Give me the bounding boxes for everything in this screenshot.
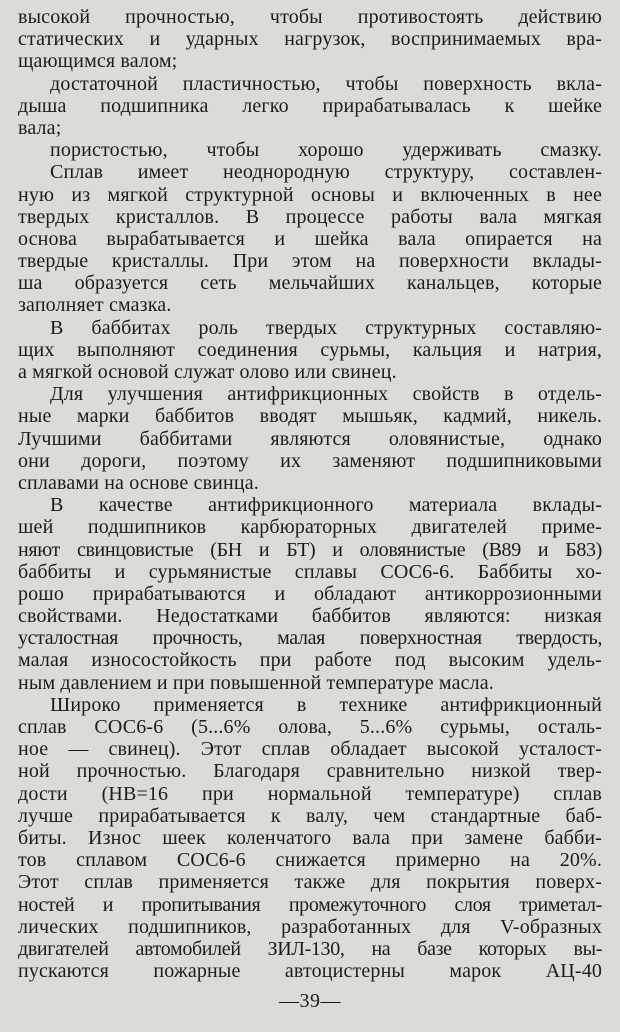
text-line: пористостью, чтобы хорошо удерживать смазку. [50, 139, 602, 162]
text-line: ную из мягкой структурной основы и включенных в нее [18, 183, 602, 206]
page-number: —39— [279, 990, 341, 1012]
text-line: а мягкой основой служат олово или свинец. [18, 361, 397, 383]
text-line: ша образуется сеть мельчайших канальцев, которые [18, 272, 602, 295]
text-line: В качестве антифрикционного материала вклады- [50, 494, 602, 517]
text-line: ное — свинец). Этот сплав обладает высокой усталост- [18, 738, 602, 761]
text-line: дыша подшипника легко прирабатывалась к шейке [18, 94, 602, 117]
text-line: основа вырабатывается и шейка вала опирается на [18, 227, 602, 250]
text-line: лических подшипников, разработанных для V-образных [18, 915, 602, 938]
text-line: свойствами. Недостатками баббитов являются: низкая [18, 605, 602, 628]
text-line: щающимся валом; [18, 50, 178, 73]
text-line: дости (HB=16 при нормальной температуре) сплав [18, 782, 602, 805]
text-line: Лучшими баббитами являются оловянистые, однако [18, 427, 602, 450]
text-line: тов сплавом СОС6-6 снижается примерно на 20%. [18, 849, 602, 872]
text-line: высокой прочностью, чтобы противостоять действию [18, 6, 602, 28]
text-line: малая износостойкость при работе под высоким удель- [18, 649, 602, 672]
text-line: лучше прирабатывается к валу, чем стандартные баб- [18, 804, 602, 827]
text-line: щих выполняют соединения сурьмы, кальция и натрия, [18, 338, 602, 361]
body-text [18, 6, 602, 982]
text-line: достаточной пластичностью, чтобы поверхность вкла- [50, 72, 602, 95]
text-line: Сплав имеет неоднородную структуру, составлен- [50, 161, 602, 184]
text-line: заполняет смазка. [18, 294, 172, 317]
text-line: ным давлением и при повышенной температуре масла. [18, 671, 494, 694]
text-line: Этот сплав применяется также для покрытия поверх- [18, 871, 602, 894]
text-line: сплавами на основе свинца. [18, 471, 259, 494]
text-line: Для улучшения антифрикционных свойств в отдель- [50, 383, 602, 406]
text-line: усталостная прочность, малая поверхностная твердость, [18, 627, 602, 650]
text-line: биты. Износ шеек коленчатого вала при замене бабби- [18, 826, 602, 849]
text-line: пускаются пожарные автоцистерны марок АЦ-40 [18, 960, 602, 983]
text-line: баббиты и сурьмянистые сплавы СОС6-6. Баббиты хо- [18, 560, 602, 583]
text-line: они дороги, поэтому их заменяют подшипниковыми [18, 449, 602, 472]
text-line: шей подшипников карбюраторных двигателей приме- [18, 516, 602, 539]
text-line: двигателей автомобилей ЗИЛ-130, на базе которых вы- [18, 937, 602, 960]
text-line: рошо прирабатываются и обладают антикоррозионными [18, 582, 602, 605]
text-line: ной прочностью. Благодаря сравнительно низкой твер- [18, 760, 602, 783]
text-line: твердых кристаллов. В процессе работы вала мягкая [18, 205, 602, 228]
text-line: сплав СОС6-6 (5...6% олова, 5...6% сурьмы, осталь- [18, 716, 602, 738]
text-line: статических и ударных нагрузок, воспринимаемых вра- [18, 28, 602, 51]
text-line: ные марки баббитов вводят мышьяк, кадмий, никель. [18, 405, 602, 428]
text-line: Широко применяется в технике антифрикционный [50, 693, 602, 716]
text-line: В баббитах роль твердых структурных составляю- [50, 316, 602, 339]
text-line: няют свинцовистые (БН и БТ) и оловянистые (В89 и Б83) [18, 538, 602, 561]
text-line: вала; [18, 116, 62, 139]
text-line: твердые кристаллы. При этом на поверхности вклады- [18, 250, 602, 273]
text-line: ностей и пропитывания промежуточного слоя триметал- [18, 893, 602, 916]
